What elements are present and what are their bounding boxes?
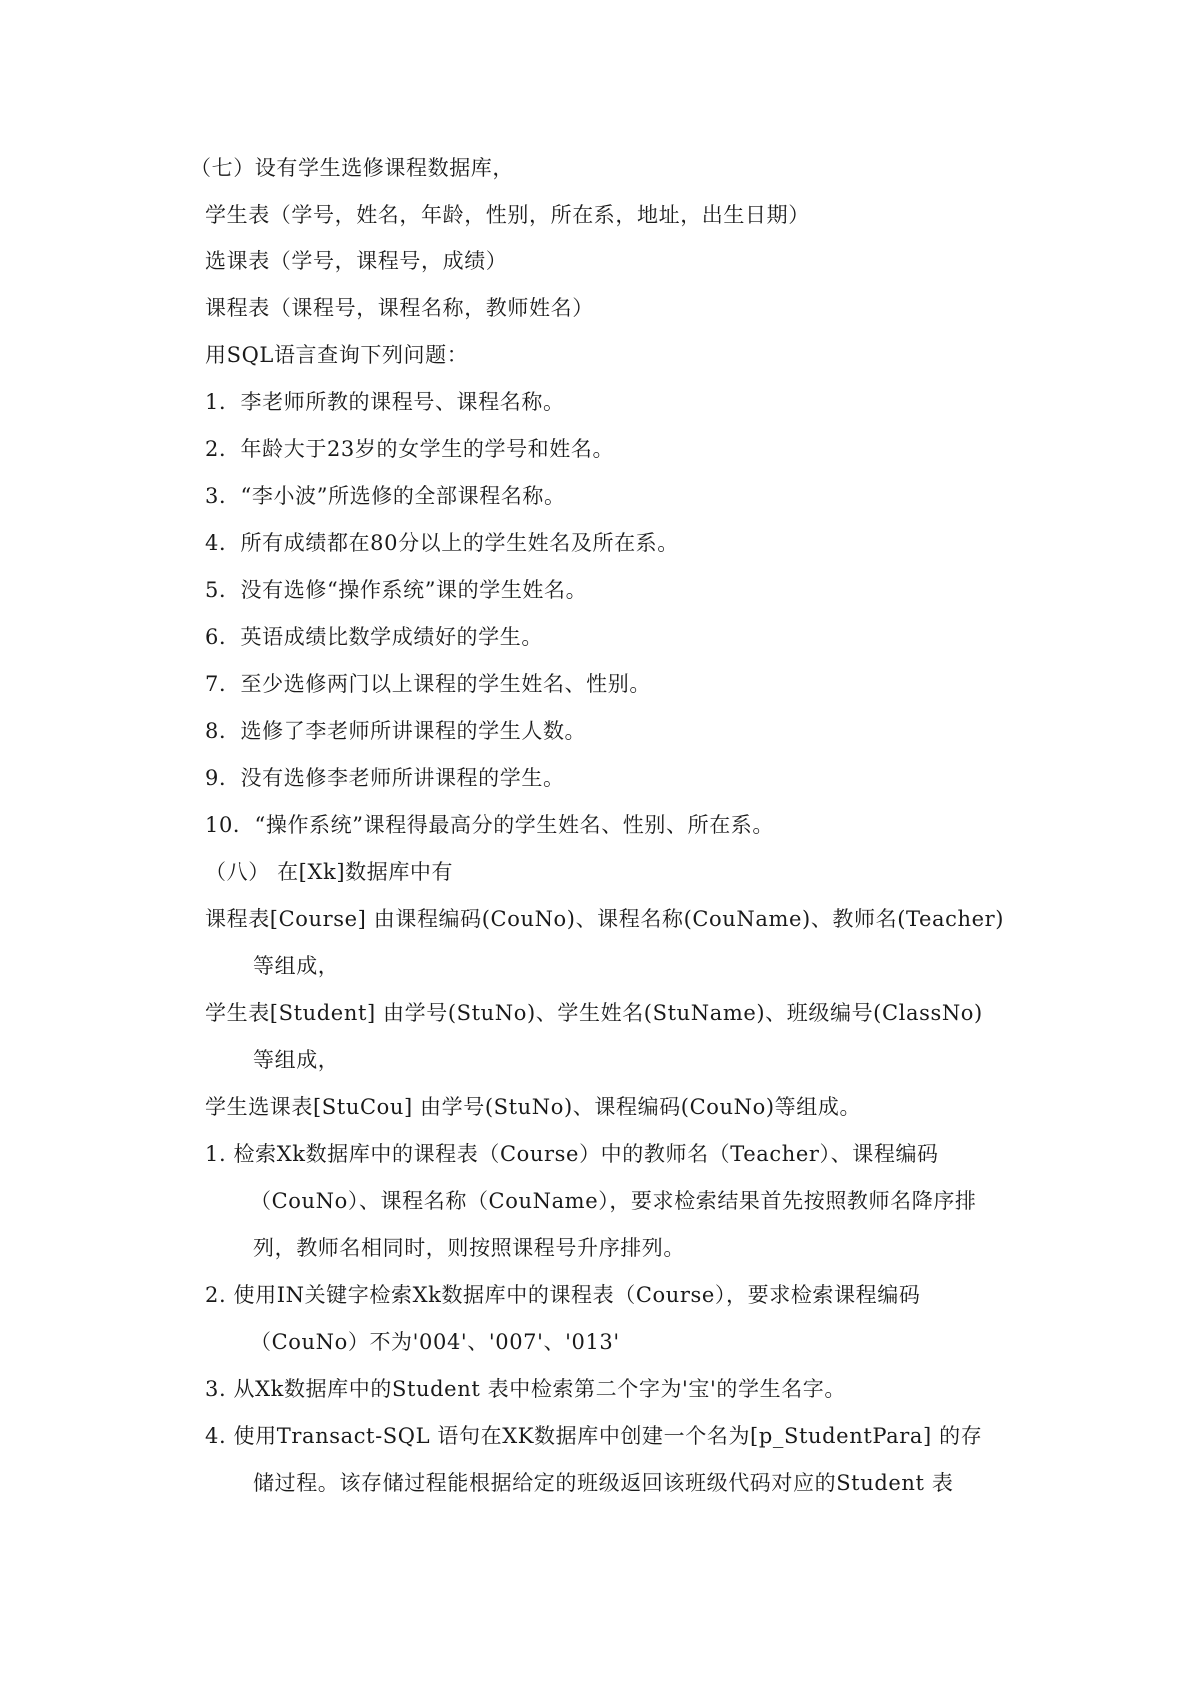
question-item: 8．选修了李老师所讲课程的学生人数。	[205, 719, 587, 743]
student-table-desc-cont: 等组成，	[253, 1048, 340, 1072]
question-item: 3．“李小波”所选修的全部课程名称。	[205, 484, 566, 508]
course-table-desc: 课程表[Course] 由课程编码(CouNo)、课程名称(CouName)、教师名(Teacher)	[205, 907, 1005, 931]
question-item: 4．所有成绩都在80分以上的学生姓名及所在系。	[205, 531, 679, 555]
section8-heading: （八） 在[Xk]数据库中有	[205, 860, 454, 884]
course-table-desc-cont: 等组成，	[253, 954, 340, 978]
section7-prompt: 用SQL语言查询下列问题：	[205, 343, 469, 367]
section8-question-4-cont: 储过程。该存储过程能根据给定的班级返回该班级代码对应的Student 表	[253, 1471, 954, 1495]
question-item: 6．英语成绩比数学成绩好的学生。	[205, 625, 543, 649]
section8-question-4: 4. 使用Transact-SQL 语句在XK数据库中创建一个名为[p_StudentPara] 的存	[205, 1424, 983, 1448]
question-item: 7．至少选修两门以上课程的学生姓名、性别。	[205, 672, 651, 696]
section8-question-1-cont: （CouNo）、课程名称（CouName），要求检索结果首先按照教师名降序排	[250, 1189, 977, 1213]
section8-question-1-cont: 列，教师名相同时，则按照课程号升序排列。	[253, 1236, 685, 1260]
section8-question-1: 1. 检索Xk数据库中的课程表（Course）中的教师名（Teacher）、课程编码	[205, 1142, 939, 1166]
question-item: 9．没有选修李老师所讲课程的学生。	[205, 766, 565, 790]
section8-question-2: 2. 使用IN关键字检索Xk数据库中的课程表（Course），要求检索课程编码	[205, 1283, 921, 1307]
student-table-desc: 学生表[Student] 由学号(StuNo)、学生姓名(StuName)、班级编号(ClassNo)	[205, 1001, 983, 1025]
section8-question-2-cont: （CouNo）不为'004'、'007'、'013'	[250, 1330, 620, 1354]
section8-question-3: 3. 从Xk数据库中的Student 表中检索第二个字为'宝'的学生名字。	[205, 1377, 846, 1401]
question-item: 1．李老师所教的课程号、课程名称。	[205, 390, 565, 414]
question-item: 10．“操作系统”课程得最高分的学生姓名、性别、所在系。	[205, 813, 774, 837]
table-def-student: 学生表（学号，姓名，年龄，性别，所在系，地址，出生日期）	[205, 203, 810, 227]
section7-heading: （七）设有学生选修课程数据库，	[190, 156, 514, 180]
stucou-table-desc: 学生选课表[StuCou] 由学号(StuNo)、课程编码(CouNo)等组成。	[205, 1095, 862, 1119]
table-def-selection: 选课表（学号，课程号，成绩）	[205, 249, 508, 273]
table-def-course: 课程表（课程号，课程名称，教师姓名）	[205, 296, 594, 320]
question-item: 5．没有选修“操作系统”课的学生姓名。	[205, 578, 588, 602]
question-item: 2．年龄大于23岁的女学生的学号和姓名。	[205, 437, 615, 461]
